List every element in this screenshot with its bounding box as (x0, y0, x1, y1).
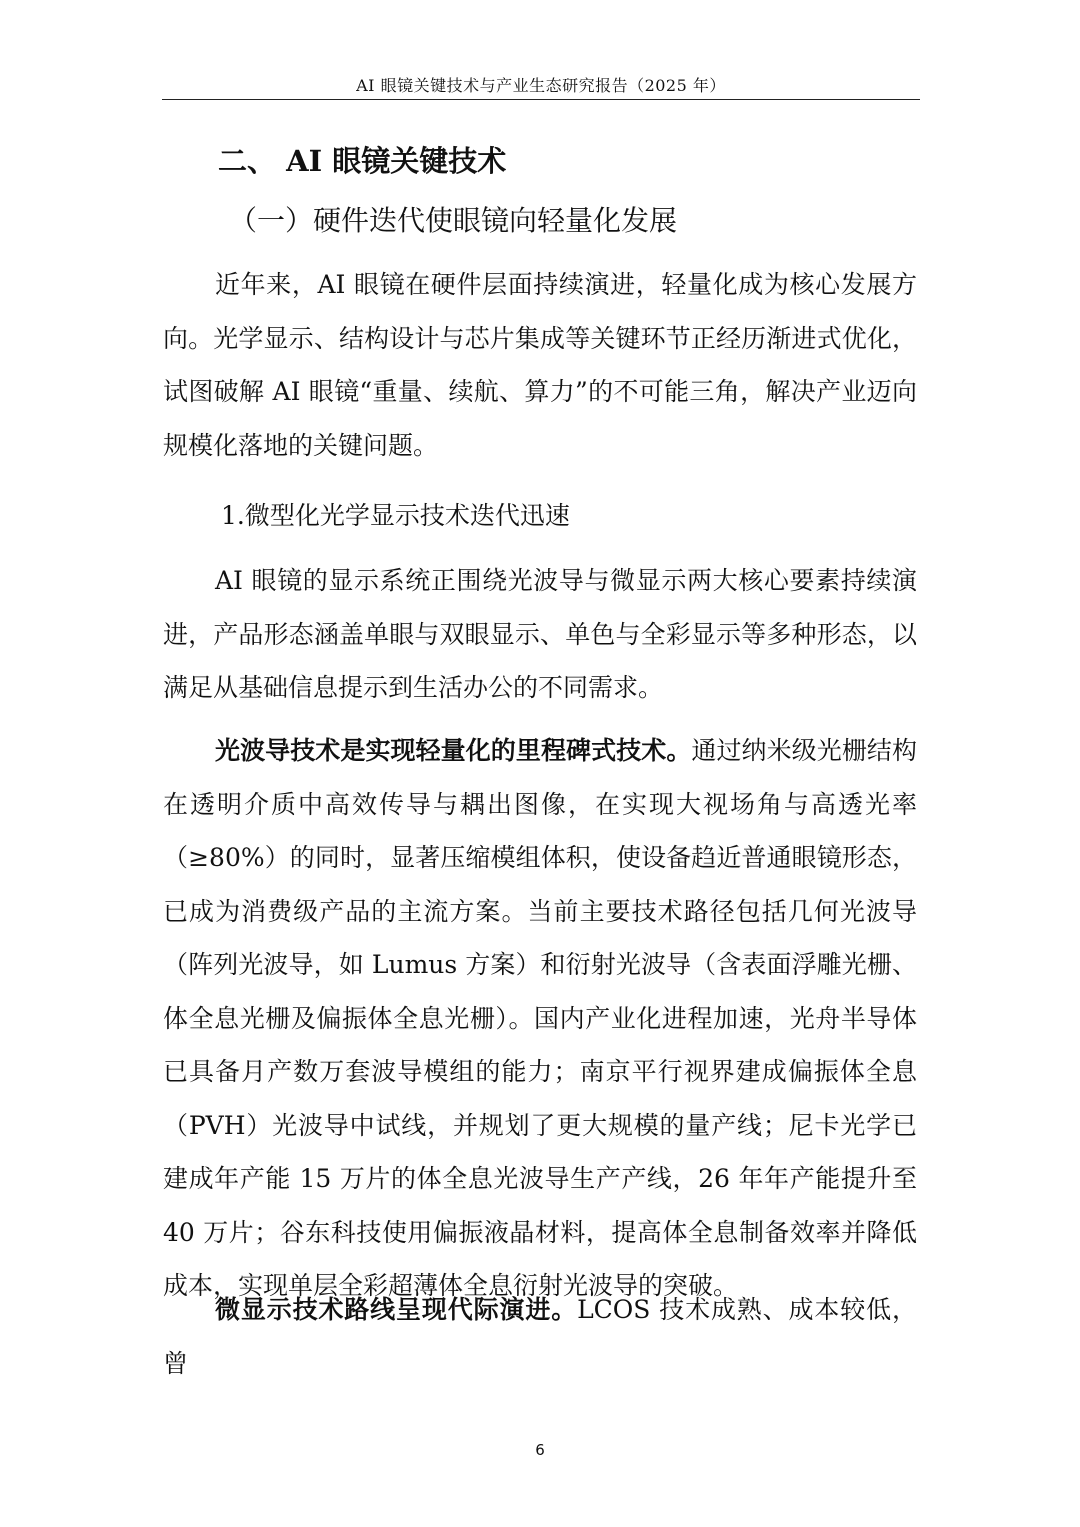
paragraph-waveguide-lead: 光波导技术是实现轻量化的里程碑式技术。 (215, 736, 692, 765)
page-number: 6 (535, 1441, 545, 1459)
header-divider (162, 99, 920, 100)
running-header-title: AI 眼镜关键技术与产业生态研究报告（2025 年） (356, 76, 726, 95)
paragraph-waveguide-body: 通过纳米级光栅结构在透明介质中高效传导与耦出图像，在实现大视场角与高透光率（≥80%）的同时，显著压缩模组体积，使设备趋近普通眼镜形态，已成为消费级产品的主流方案。当前主要技术路径包括几何光波导（阵列光波导，如 Lumus 方案）和衍射光波导（含表面浮雕光栅、体全息光栅及偏振体全息光栅）。国内产业化进程加速，光舟半导体已具备月产数万套波导模组的能力；南京平行视界建成偏振体全息（PVH）光波导中试线，并规划了更大规模的量产线；尼卡光学已建成年产能 15 万片的体全息光波导生产产线，26 年年产能提升至 40 万片；谷东科技使用偏振液晶材料，提高体全息制备效率并降低成本，实现单层全彩超薄体全息衍射光波导的突破。 (163, 736, 917, 1300)
section-heading: 二、 AI 眼镜关键技术 (218, 144, 507, 178)
paragraph-intro: 近年来，AI 眼镜在硬件层面持续演进，轻量化成为核心发展方向。光学显示、结构设计与芯片集成等关键环节正经历渐进式优化，试图破解 AI 眼镜“重量、续航、算力”的不可能三角，解决产业迈向规模化落地的关键问题。 (163, 270, 917, 460)
paragraph-display-system: AI 眼镜的显示系统正围绕光波导与微显示两大核心要素持续演进，产品形态涵盖单眼与双眼显示、单色与全彩显示等多种形态，以满足从基础信息提示到生活办公的不同需求。 (163, 566, 917, 702)
subsection-heading: （一）硬件迭代使眼镜向轻量化发展 (229, 204, 678, 237)
sub-subsection-heading: 1.微型化光学显示技术迭代迅速 (221, 501, 570, 530)
paragraph-microdisplay (163, 1283, 917, 1390)
paragraph-microdisplay-lead: 微显示技术路线呈现代际演进。 (215, 1295, 578, 1324)
paragraph-waveguide (163, 724, 917, 1313)
paragraph-microdisplay-body: LCOS 技术成熟、成本较低，曾 (163, 1295, 917, 1378)
